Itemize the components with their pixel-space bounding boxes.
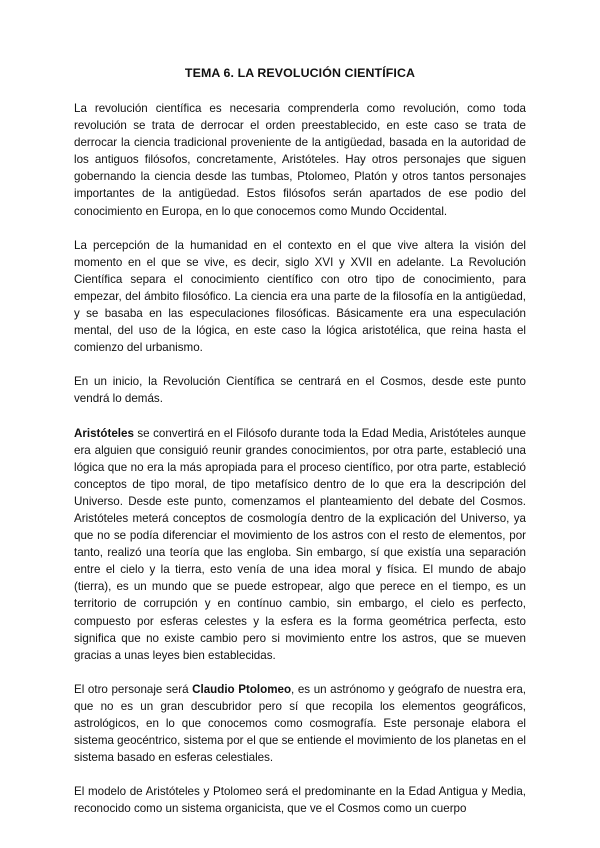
paragraph-ptolemy-text-after: , es un astrónomo y geógrafo de nuestra era, que no es un gran descubridor pero sí que recopila los elementos geográficos, astrológicos, en lo que conocemos como cosmografía. Este personaje elabora el sistema geocéntrico, sistema por el que se entiende el movimiento de los planetas en el sistema basado en esferas celestiales. [74,682,526,765]
paragraph-perception: La percepción de la humanidad en el contexto en el que vive altera la visión del momento en el que se vive, es decir, siglo XVI y XVII en adelante. La Revolución Científica separa el conocimiento científico con otro tipo de conocimiento, para empezar, del ámbito filosófico. La ciencia era una parte de la filosofía en la antigüedad, y se basaba en las especulaciones filosóficas. Básicamente era una especulación mental, del uso de la lógica, en este caso la lógica aristotélica, que reina hasta el comienzo del urbanismo. [74,238,526,355]
bold-term-aristotle: Aristóteles [74,426,134,440]
document-title: TEMA 6. LA REVOLUCIÓN CIENTÍFICA [184,66,416,80]
paragraph-aristotle-text: se convertirá en el Filósofo durante toda la Edad Media, Aristóteles aunque era alguien que consiguió reunir grandes conocimientos, por otra parte, estableció una lógica que no era la más apropiada para el proceso científico, por otra parte, estableció conceptos de tipo moral, de tipo metafísico dentro de lo que era la descripción del Universo. Desde este punto, comenzamos el planteamiento del debate del Cosmos. Aristóteles meterá conceptos de cosmología dentro de la explicación del Universo, ya que no se podía diferenciar el movimiento de los astros con el resto de elementos, por tanto, realizó una teoría que las engloba. Sin embargo, sí que existía una separación entre el cielo y la tierra, esto venía de una idea moral y física. El mundo de abajo (tierra), es un mundo que se puede estropear, algo que perece en el tiempo, es un territorio de corrupción y en contínuo cambio, sin embargo, el cielo es perfecto, compuesto por esferas celestes y la esfera es la forma geométrica perfecta, esto significa que no existe cambio pero si movimiento entre los astros, que se mueven gracias a unas leyes bien establecidas. [74,426,526,662]
bold-term-ptolemy: Claudio Ptolomeo [192,682,292,696]
paragraph-ptolemy [74,681,526,766]
paragraph-model: El modelo de Aristóteles y Ptolomeo será el predominante en la Edad Antigua y Media, reconocido como un sistema organicista, que ve el Cosmos como un cuerpo [74,785,526,816]
paragraph-intro: La revolución científica es necesaria comprenderla como revolución, como toda revolución se trata de derrocar el orden preestablecido, en este caso se trata de derrocar la ciencia tradicional proveniente de la antigüedad, basada en la autoridad de los antiguos filósofos, concretamente, Aristóteles. Hay otros personajes que siguen gobernando la ciencia desde las tumbas, Ptolomeo, Platón y otros tantos personajes importantes de la antigüedad. Estos filósofos serán apartados de ese podio del conocimiento en Europa, en lo que conocemos como Mundo Occidental. [74,102,526,218]
paragraph-ptolemy-text-before: El otro personaje será [74,682,193,696]
paragraph-aristotle [74,425,526,664]
paragraph-cosmos: En un inicio, la Revolución Científica se centrará en el Cosmos, desde este punto vendrá lo demás. [74,375,526,406]
